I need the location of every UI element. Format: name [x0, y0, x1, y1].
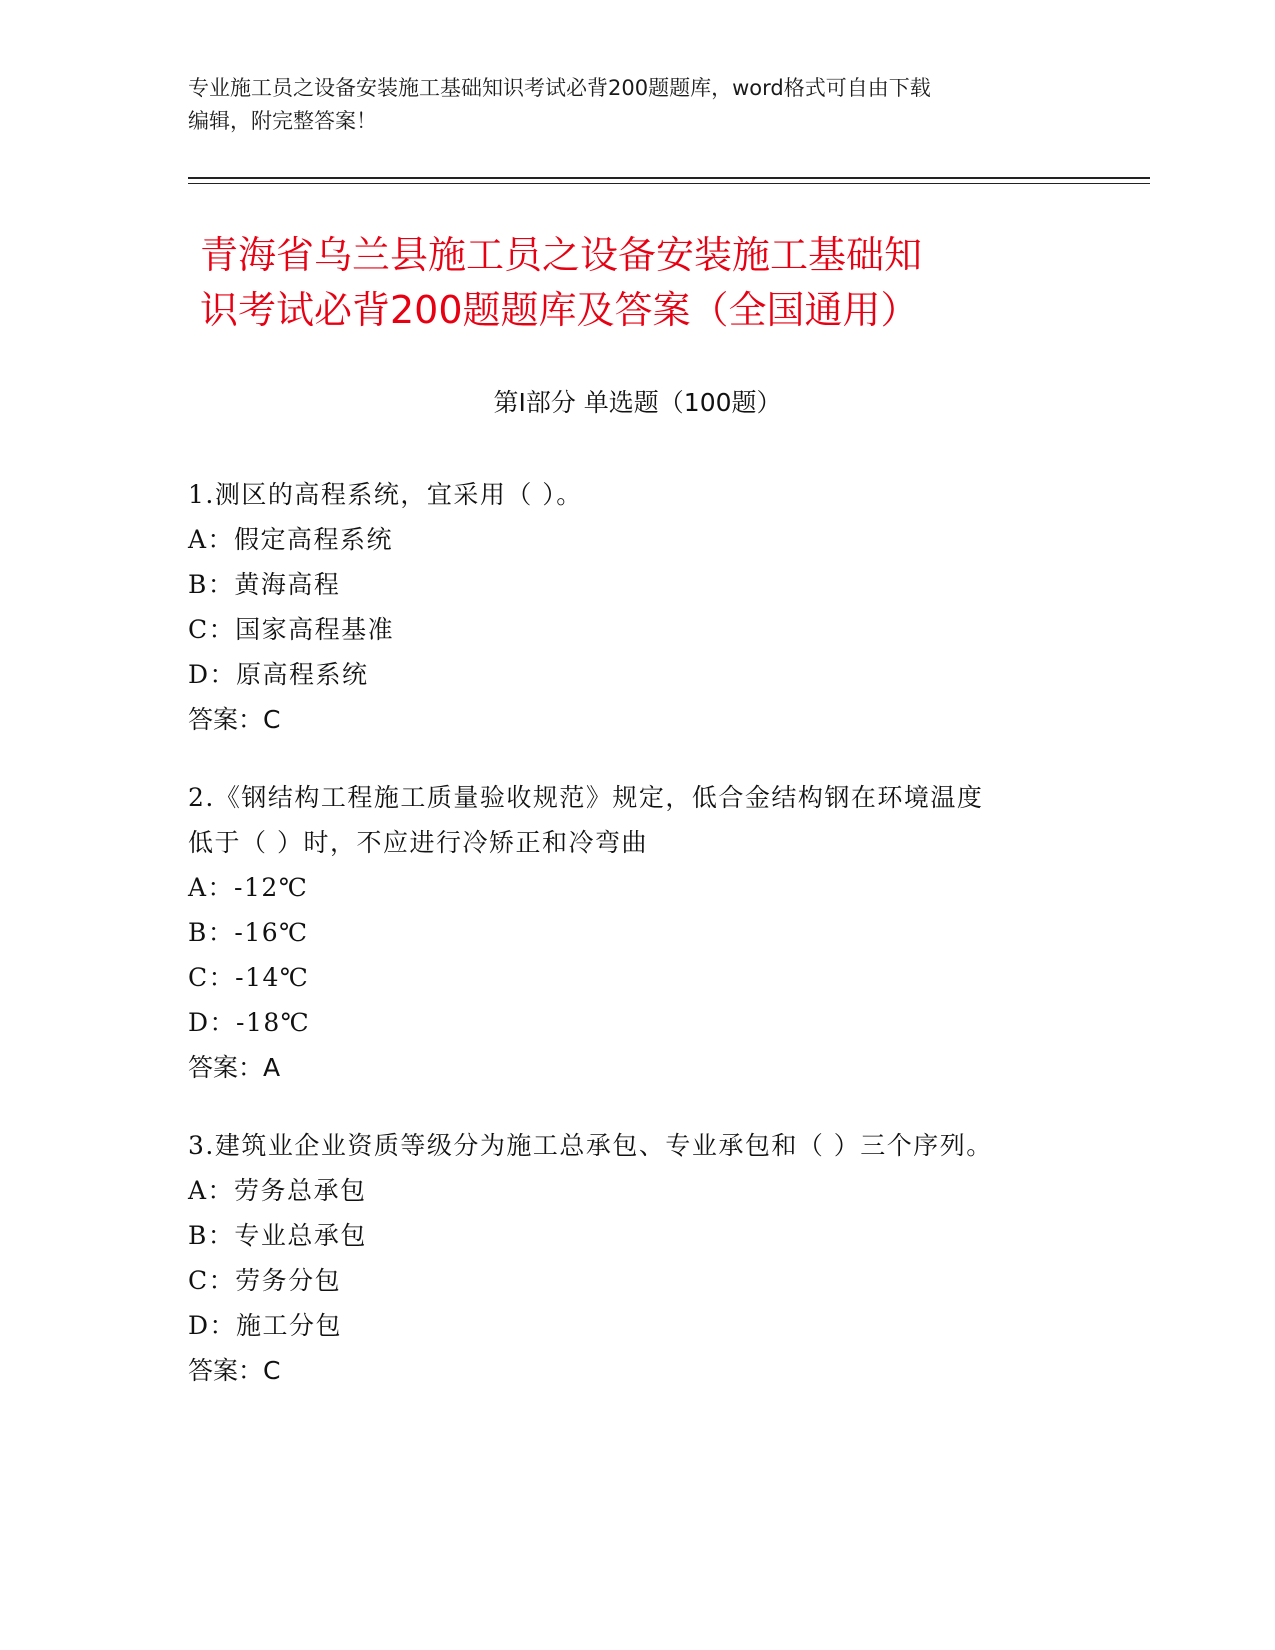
option-d: D：-18℃	[188, 1008, 311, 1037]
header-divider-thick	[188, 177, 1150, 179]
header-note-line-1: 专业施工员之设备安装施工基础知识考试必背200题题库，word格式可自由下载	[188, 76, 931, 100]
question-list	[188, 472, 1088, 1426]
option-d: D：施工分包	[188, 1311, 343, 1340]
option-b: B：黄海高程	[188, 570, 341, 599]
question-3	[188, 1123, 1088, 1393]
question-1	[188, 472, 1088, 742]
header-note	[188, 72, 1068, 138]
option-c: C：劳务分包	[188, 1266, 342, 1295]
question-stem: 1.测区的高程系统，宜采用（ ）。	[188, 480, 583, 509]
option-b: B：专业总承包	[188, 1221, 367, 1250]
option-b: B：-16℃	[188, 918, 309, 947]
document-title-line-2: 识考试必背200题题库及答案（全国通用）	[200, 288, 919, 332]
document-title-line-1: 青海省乌兰县施工员之设备安装施工基础知	[200, 233, 923, 277]
option-c: C：-14℃	[188, 963, 310, 992]
option-c: C：国家高程基准	[188, 615, 395, 644]
answer-label: 答案：C	[188, 705, 281, 734]
section-heading: 第Ⅰ部分 单选题（100题）	[493, 388, 782, 417]
question-2	[188, 775, 1088, 1090]
question-stem-line-1: 2.《钢结构工程施工质量验收规范》规定，低合金结构钢在环境温度	[188, 783, 984, 812]
header-note-line-2: 编辑，附完整答案！	[188, 109, 377, 133]
question-stem-line-2: 低于（ ）时，不应进行冷矫正和冷弯曲	[188, 828, 648, 857]
document-title	[200, 228, 1100, 338]
option-a: A：-12℃	[188, 873, 309, 902]
option-a: A：劳务总承包	[188, 1176, 367, 1205]
answer-label: 答案：C	[188, 1356, 281, 1385]
header-divider-thin	[188, 183, 1150, 184]
answer-label: 答案：A	[188, 1053, 281, 1082]
question-stem: 3.建筑业企业资质等级分为施工总承包、专业承包和（ ）三个序列。	[188, 1131, 993, 1160]
option-d: D：原高程系统	[188, 660, 369, 689]
option-a: A：假定高程系统	[188, 525, 394, 554]
